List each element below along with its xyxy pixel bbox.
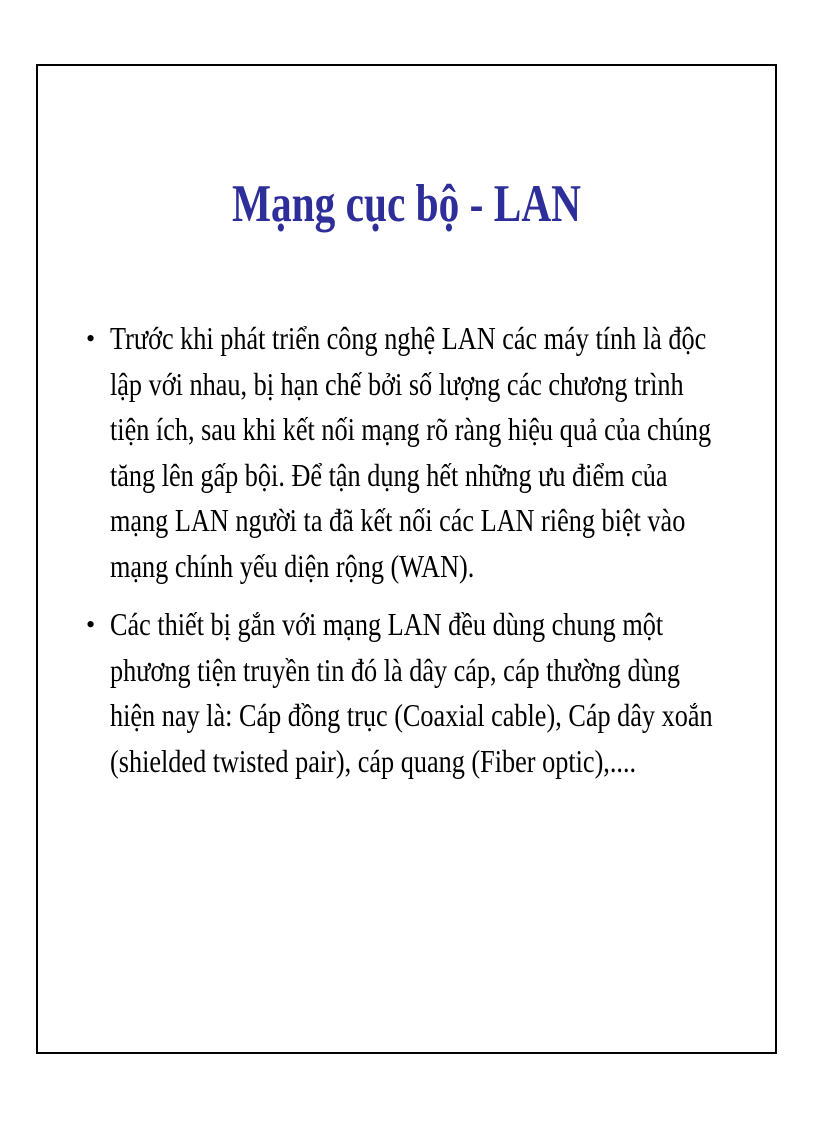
bullet-item-2	[86, 602, 726, 784]
bullet-line: tăng lên gấp bội. Để tận dụng hết những ưu điểm của	[110, 456, 668, 493]
slide-frame	[36, 64, 777, 1054]
bullet-line: Trước khi phát triển công nghệ LAN các máy tính là độc	[110, 320, 707, 356]
bullet-text-1	[110, 316, 726, 589]
bullet-line: mạng chính yếu diện rộng (WAN).	[110, 547, 475, 584]
bullet-dot-icon: •	[86, 610, 96, 639]
bullet-text-2	[110, 602, 726, 784]
bullet-line: phương tiện truyền tin đó là dây cáp, cáp thường dùng	[110, 651, 680, 688]
bullet-list	[86, 316, 726, 797]
bullet-line: (shielded twisted pair), cáp quang (Fiber optic),....	[110, 742, 637, 779]
bullet-item-1	[86, 316, 726, 589]
bullet-line: mạng LAN người ta đã kết nối các LAN riêng biệt vào	[110, 502, 686, 538]
bullet-line: hiện nay là: Cáp đồng trục (Coaxial cable), Cáp dây xoắn	[110, 697, 713, 733]
bullet-line: tiện ích, sau khi kết nối mạng rõ ràng hiệu quả của chúng	[110, 411, 712, 447]
bullet-dot-icon: •	[86, 324, 96, 353]
slide-title: Mạng cục bộ - LAN	[231, 175, 582, 233]
bullet-line: lập với nhau, bị hạn chế bởi số lượng các chương trình	[110, 365, 684, 402]
bullet-line: Các thiết bị gắn với mạng LAN đều dùng chung một	[110, 606, 664, 642]
